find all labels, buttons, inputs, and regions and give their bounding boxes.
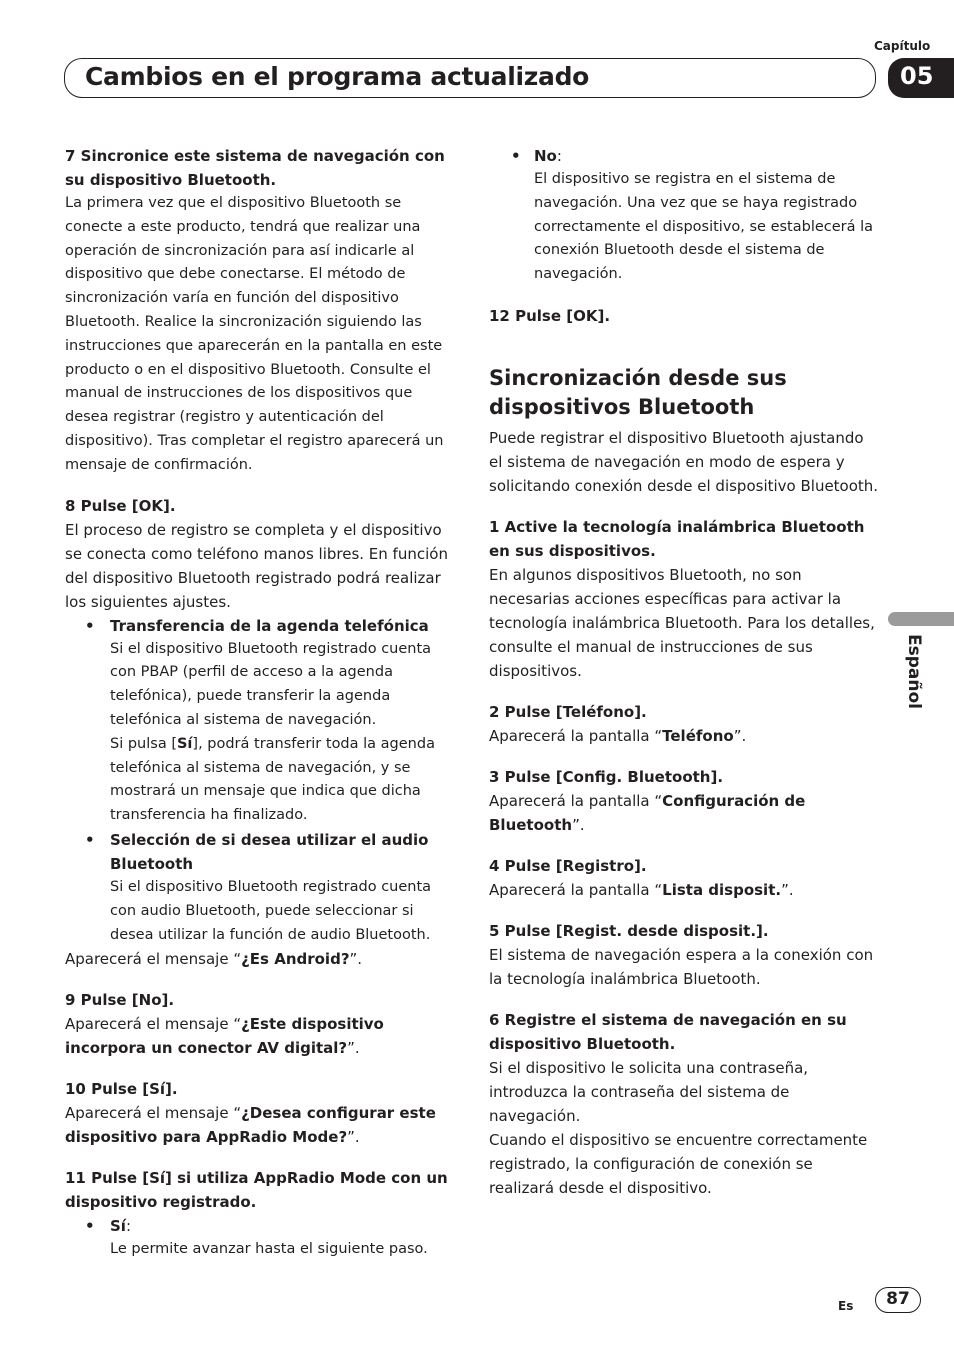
page-title: Cambios en el programa actualizado — [85, 62, 590, 91]
step-8-title: 8 Pulse [OK]. — [65, 496, 176, 515]
step-10-title: 10 Pulse [Sí]. — [65, 1080, 178, 1099]
r-step-1-title: 1 Active la tecnología inalámbrica Bluetooth en sus dispositivos. — [489, 517, 865, 560]
bullet-audio — [65, 828, 455, 876]
r-step-1-text: En algunos dispositivos Bluetooth, no son necesarias acciones específicas para activar la tecnología inalámbrica Bluetooth. Para los detalles, consulte el manual de instrucciones de sus dispositivos. — [489, 565, 875, 680]
r-step-2-text — [489, 724, 879, 748]
text-segment: : — [556, 147, 562, 165]
text-segment: ], podrá transferir toda la agenda telefónica al sistema de navegación, y se mostrará un mensaje que indica que dicha transferencia ha finalizado. — [110, 735, 435, 824]
chapter-badge: 05 — [888, 58, 954, 98]
step-7-text: La primera vez que el dispositivo Bluetooth se conecte a este producto, tendrá que realizar una operación de sincronización para así indicarle al dispositivo que debe conectarse. El método de sincronización varía en función del dispositivo Bluetooth. Realice la sincronización siguiendo las instrucciones que aparecerán en la pantalla en este producto o en el dispositivo Bluetooth. Consulte el manual de instrucciones de los dispositivos que desea registrar (registro y autenticación del dispositivo). Tras completar el registro aparecerá un mensaje de confirmación. — [65, 195, 444, 473]
step-11-title: 11 Pulse [Sí] si utiliza AppRadio Mode con un dispositivo registrado. — [65, 1169, 448, 1212]
bullet-no-title: No — [534, 147, 557, 165]
text-bold: Sí — [176, 735, 193, 752]
text-segment: ”. — [347, 1039, 360, 1058]
right-column — [489, 144, 879, 1200]
language-tab — [900, 634, 930, 724]
r-step-3-title: 3 Pulse [Config. Bluetooth]. — [489, 767, 724, 786]
text-bold: ¿Este dispositivo incorpora un conector AV digital? — [65, 1015, 384, 1058]
title-frame — [64, 58, 876, 98]
left-column — [65, 144, 455, 1262]
step-10-text — [65, 1101, 455, 1149]
language-tab-label: Español — [904, 634, 924, 709]
chapter-label: Capítulo — [874, 39, 931, 53]
text-segment: ”. — [349, 950, 363, 969]
r-step-6-text: Si el dispositivo le solicita una contraseña, introduzca la contraseña del sistema de navegación. — [489, 1058, 809, 1125]
r-step-3-text — [489, 789, 879, 837]
bullet-yes — [65, 1214, 455, 1238]
bullet-phonebook-title: Transferencia de la agenda telefónica — [110, 616, 429, 635]
r-step-2-title: 2 Pulse [Teléfono]. — [489, 702, 647, 721]
r-step-5-text: El sistema de navegación espera a la conexión con la tecnología inalámbrica Bluetooth. — [489, 945, 874, 988]
language-tab-bar — [888, 612, 954, 626]
bullet-no-text: El dispositivo se registra en el sistema de navegación. Una vez que se haya registrado correctamente el dispositivo, se establecerá la conexión Bluetooth desde el sistema de navegación. — [534, 171, 874, 283]
text-segment: ”. — [572, 815, 585, 834]
bullet-dot: • — [85, 616, 95, 635]
text-bold: Lista disposit. — [662, 880, 782, 899]
r-step-6-text-2: Cuando el dispositivo se encuentre correctamente registrado, la configuración de conexión se realizará desde el dispositivo. — [489, 1130, 868, 1197]
text-segment: : — [125, 1217, 132, 1236]
text-segment: ”. — [781, 880, 794, 899]
r-step-4-text — [489, 878, 879, 902]
step-8-text: El proceso de registro se completa y el dispositivo se conecta como teléfono manos libres. En función del dispositivo Bluetooth registrado podrá realizar los siguientes ajustes. — [65, 520, 448, 611]
text-segment: Aparecerá la pantalla “ — [489, 791, 663, 810]
bullet-phonebook-text: Si el dispositivo Bluetooth registrado cuenta con PBAP (perfil de acceso a la agenda telefónica), puede transferir la agenda telefónica al sistema de navegación. — [110, 640, 432, 728]
step-9-title: 9 Pulse [No]. — [65, 991, 175, 1010]
r-step-4-title: 4 Pulse [Registro]. — [489, 856, 647, 875]
bullet-no — [489, 144, 879, 168]
bullet-dot: • — [85, 830, 95, 849]
text-bold: Configuración de Bluetooth — [489, 791, 806, 834]
bullet-yes-text: Le permite avanzar hasta el siguiente paso. — [110, 1241, 428, 1258]
bullet-yes-title: Sí — [110, 1217, 126, 1236]
bullet-dot: • — [511, 147, 521, 165]
text-segment: ”. — [733, 726, 747, 745]
step-12-title: 12 Pulse [OK]. — [489, 306, 611, 325]
step-9-text — [65, 1012, 455, 1060]
text-segment: Si pulsa [ — [110, 735, 177, 752]
text-bold: ¿Desea configurar este dispositivo para AppRadio Mode? — [65, 1104, 436, 1147]
message-android — [65, 947, 455, 971]
text-segment: Aparecerá la pantalla “ — [489, 726, 663, 745]
text-segment: Aparecerá la pantalla “ — [489, 880, 663, 899]
footer-language: Es — [838, 1299, 854, 1313]
text-segment: Aparecerá el mensaje “ — [65, 1104, 242, 1123]
bullet-audio-title: Selección de si desea utilizar el audio Bluetooth — [110, 830, 429, 873]
text-bold: Teléfono — [662, 726, 734, 745]
r-step-6-title: 6 Registre el sistema de navegación en su dispositivo Bluetooth. — [489, 1010, 847, 1053]
section-heading: Sincronización desde sus dispositivos Bluetooth — [489, 365, 787, 419]
bullet-phonebook-text-2 — [65, 733, 455, 828]
r-step-5-title: 5 Pulse [Regist. desde disposit.]. — [489, 921, 769, 940]
bullet-phonebook — [65, 614, 455, 638]
page-number: 87 — [875, 1287, 921, 1313]
section-intro: Puede registrar el dispositivo Bluetooth ajustando el sistema de navegación en modo de espera y solicitando conexión desde el dispositivo Bluetooth. — [489, 428, 879, 495]
text-segment: ”. — [347, 1128, 360, 1147]
text-bold: ¿Es Android? — [241, 950, 350, 969]
text-segment: Aparecerá el mensaje “ — [65, 1015, 242, 1034]
step-7-title: 7 Sincronice este sistema de navegación con su dispositivo Bluetooth. — [65, 147, 445, 189]
bullet-dot: • — [85, 1217, 95, 1236]
text-segment: Aparecerá el mensaje “ — [65, 950, 242, 969]
bullet-audio-text: Si el dispositivo Bluetooth registrado cuenta con audio Bluetooth, puede seleccionar si desea utilizar la función de audio Bluetooth. — [110, 878, 432, 943]
